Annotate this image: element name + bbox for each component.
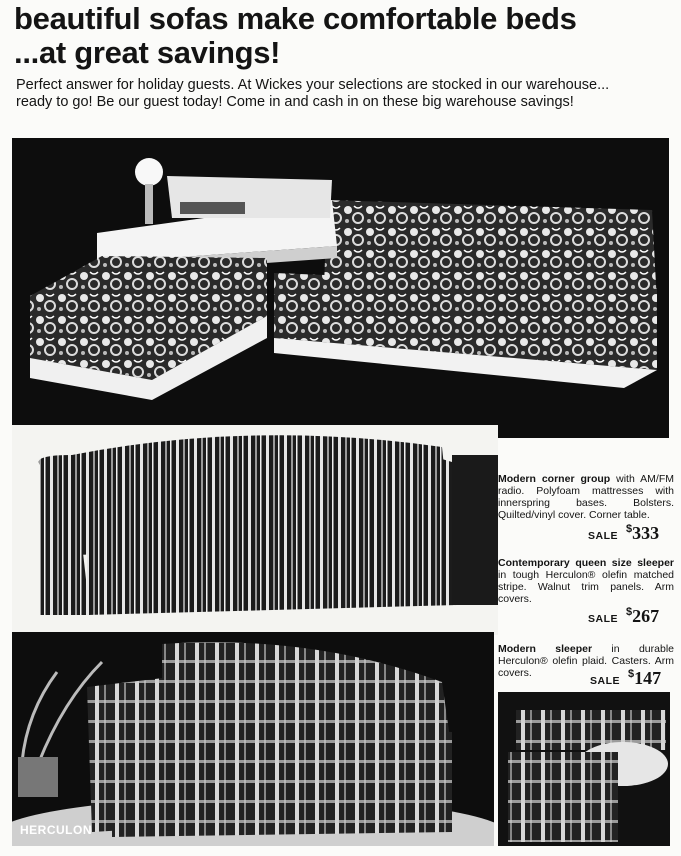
product-title: Contemporary queen size sleeper [498, 557, 674, 569]
product-corner-group [498, 473, 674, 521]
headline-line-1: beautiful sofas make comfortable beds [14, 1, 577, 36]
price-queen-sleeper [588, 606, 659, 627]
herculon-logo: HERCULON [20, 823, 92, 837]
product-title: Modern corner group [498, 473, 611, 485]
product-queen-sleeper [498, 557, 674, 605]
currency-symbol: $ [628, 668, 635, 680]
headline-line-2: ...at great savings! [14, 35, 281, 70]
sleeper-bed-inset-photo [498, 692, 670, 846]
modern-sleeper-photo [12, 632, 494, 846]
product-desc: in durable Herculon® olefin plaid. Casters. Arm covers. [498, 643, 674, 679]
currency-symbol: $ [626, 523, 633, 535]
price-value: 267 [632, 606, 660, 626]
sale-label: SALE [590, 675, 621, 687]
product-desc: in tough Herculon® olefin matched stripe. Walnut trim panels. Arm covers. [498, 569, 674, 605]
sale-label: SALE [588, 613, 619, 625]
headline [14, 2, 674, 70]
product-title: Modern sleeper [498, 643, 593, 655]
queen-sleeper-photo [12, 425, 498, 635]
corner-group-photo [12, 138, 669, 438]
product-desc: with AM/FM radio. Polyfoam mattresses with innerspring bases. Bolsters. Quilted/vinyl cover. Corner table. [498, 473, 674, 521]
price-modern-sleeper [590, 668, 661, 689]
price-value: 333 [632, 523, 660, 543]
price-value: 147 [634, 668, 662, 688]
currency-symbol: $ [626, 606, 633, 618]
sale-label: SALE [588, 530, 619, 542]
intro-paragraph: Perfect answer for holiday guests. At Wickes your selections are stocked in our warehouse... ready to go! Be our guest today! Come in and cash in on these big warehouse savings! [16, 77, 610, 110]
price-corner-group [588, 523, 659, 544]
